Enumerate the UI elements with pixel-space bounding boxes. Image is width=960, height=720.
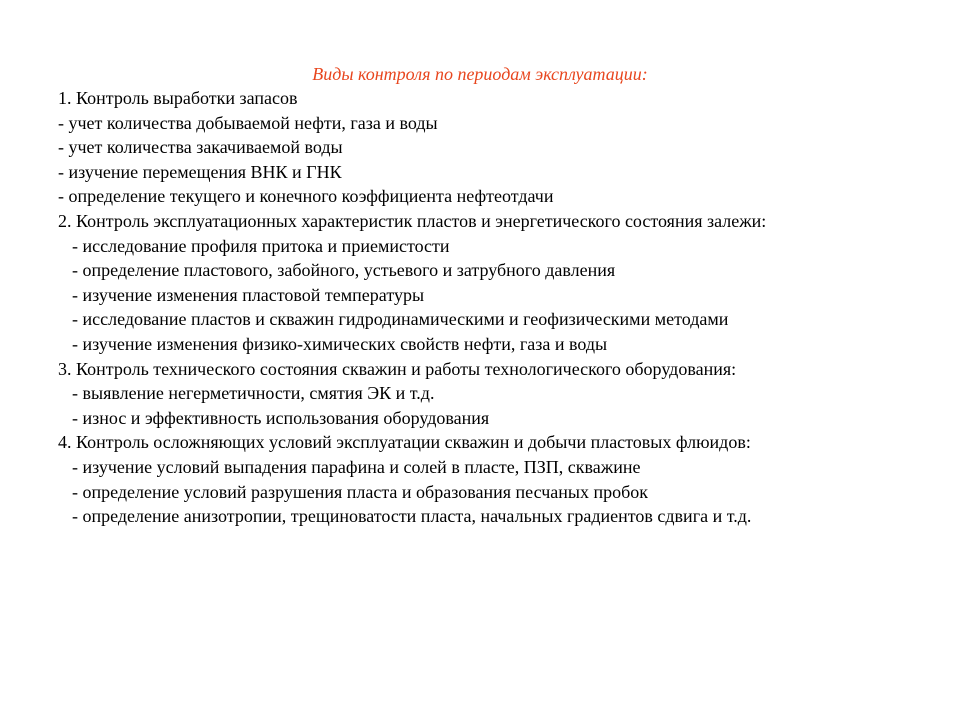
list-item: - учет количества закачиваемой воды <box>58 137 343 158</box>
section-heading-2: 2. Контроль эксплуатационных характеристик пластов и энергетического состояния залежи: <box>58 210 767 231</box>
list-item: - определение пластового, забойного, устьевого и затрубного давления <box>72 260 616 281</box>
list-item: - определение анизотропии, трещиноватости пласта, начальных градиентов сдвига и т.д. <box>72 506 752 527</box>
list-item: - определение условий разрушения пласта и образования песчаных пробок <box>72 481 648 502</box>
section-heading-1: 1. Контроль выработки запасов <box>58 88 298 108</box>
section-heading-4: 4. Контроль осложняющих условий эксплуатации скважин и добычи пластовых флюидов: <box>58 432 751 453</box>
list-item: - изучение изменения пластовой температуры <box>72 284 425 305</box>
slide-title: Виды контроля по периодам эксплуатации: <box>312 64 648 84</box>
list-item: - износ и эффективность использования оборудования <box>72 407 490 428</box>
list-item: - изучение перемещения ВНК и ГНК <box>58 161 342 182</box>
list-item: - изучение условий выпадения парафина и солей в пласте, ПЗП, скважине <box>72 456 641 477</box>
slide-body <box>58 86 938 529</box>
list-item: - выявление негерметичности, смятия ЭК и т.д. <box>72 383 435 404</box>
list-item: - определение текущего и конечного коэффициента нефтеотдачи <box>58 186 554 207</box>
section-heading-3: 3. Контроль технического состояния скважин и работы технологического оборудования: <box>58 358 737 379</box>
list-item: - исследование профиля притока и приемистости <box>72 235 450 256</box>
list-item: - исследование пластов и скважин гидродинамическими и геофизическими методами <box>72 309 729 330</box>
list-item: - учет количества добываемой нефти, газа и воды <box>58 112 438 133</box>
list-item: - изучение изменения физико-химических свойств нефти, газа и воды <box>72 333 608 354</box>
